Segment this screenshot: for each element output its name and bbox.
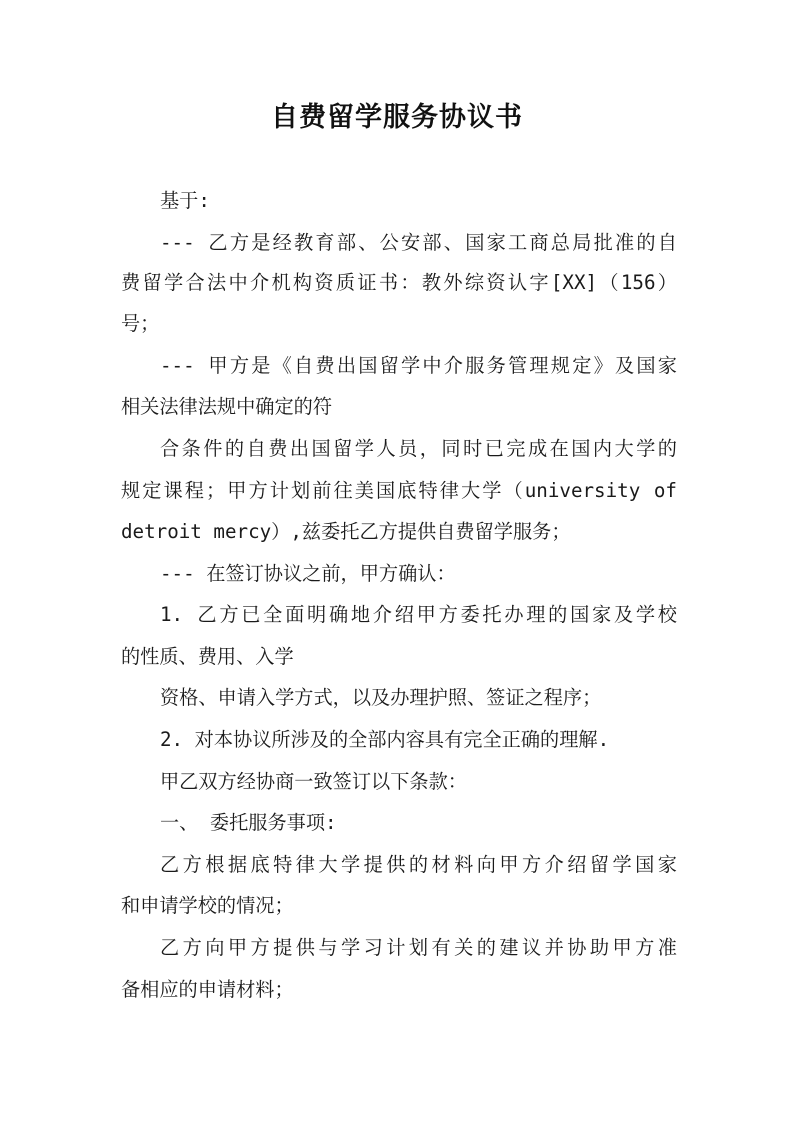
text-line: 乙方向甲方提供与学习计划有关的建议并协助甲方准 (160, 936, 677, 959)
text-line: --- 乙方是经教育部、公安部、国家工商总局批准的自 (160, 231, 677, 254)
text-line: 备相应的申请材料； (121, 978, 294, 1001)
text-line: 1. 乙方已全面明确地介绍甲方委托办理的国家及学校 (160, 603, 677, 626)
text-line: 2. 对本协议所涉及的全部内容具有完全正确的理解. (160, 728, 610, 751)
text-line: --- 在签订协议之前，甲方确认： (160, 562, 456, 585)
section-heading: 一、 委托服务事项: (160, 811, 337, 834)
text-line: 乙方根据底特律大学提供的材料向甲方介绍留学国家 (160, 853, 677, 876)
text-line-basis: 基于: (160, 189, 210, 212)
text-line: 资格、申请入学方式，以及办理护照、签证之程序； (160, 686, 602, 709)
text-line: 合条件的自费出国留学人员，同时已完成在国内大学的 (160, 437, 677, 460)
text-line: --- 甲方是《自费出国留学中介服务管理规定》及国家 (160, 354, 677, 377)
text-line: 规定课程；甲方计划前往美国底特律大学（university of (121, 479, 677, 502)
text-line: 和申请学校的情况； (121, 894, 294, 917)
text-line: 费留学合法中介机构资质证书：教外综资认字[XX]（156） (121, 271, 677, 294)
text-line: 号； (121, 312, 160, 335)
text-line: 的性质、费用、入学 (121, 645, 294, 668)
text-line: 相关法律法规中确定的符 (121, 395, 333, 418)
text-line: 甲乙双方经协商一致签订以下条款： (160, 770, 467, 793)
document-title: 自费留学服务协议书 (271, 102, 523, 133)
text-line: detroit mercy）,兹委托乙方提供自费留学服务； (121, 520, 571, 543)
